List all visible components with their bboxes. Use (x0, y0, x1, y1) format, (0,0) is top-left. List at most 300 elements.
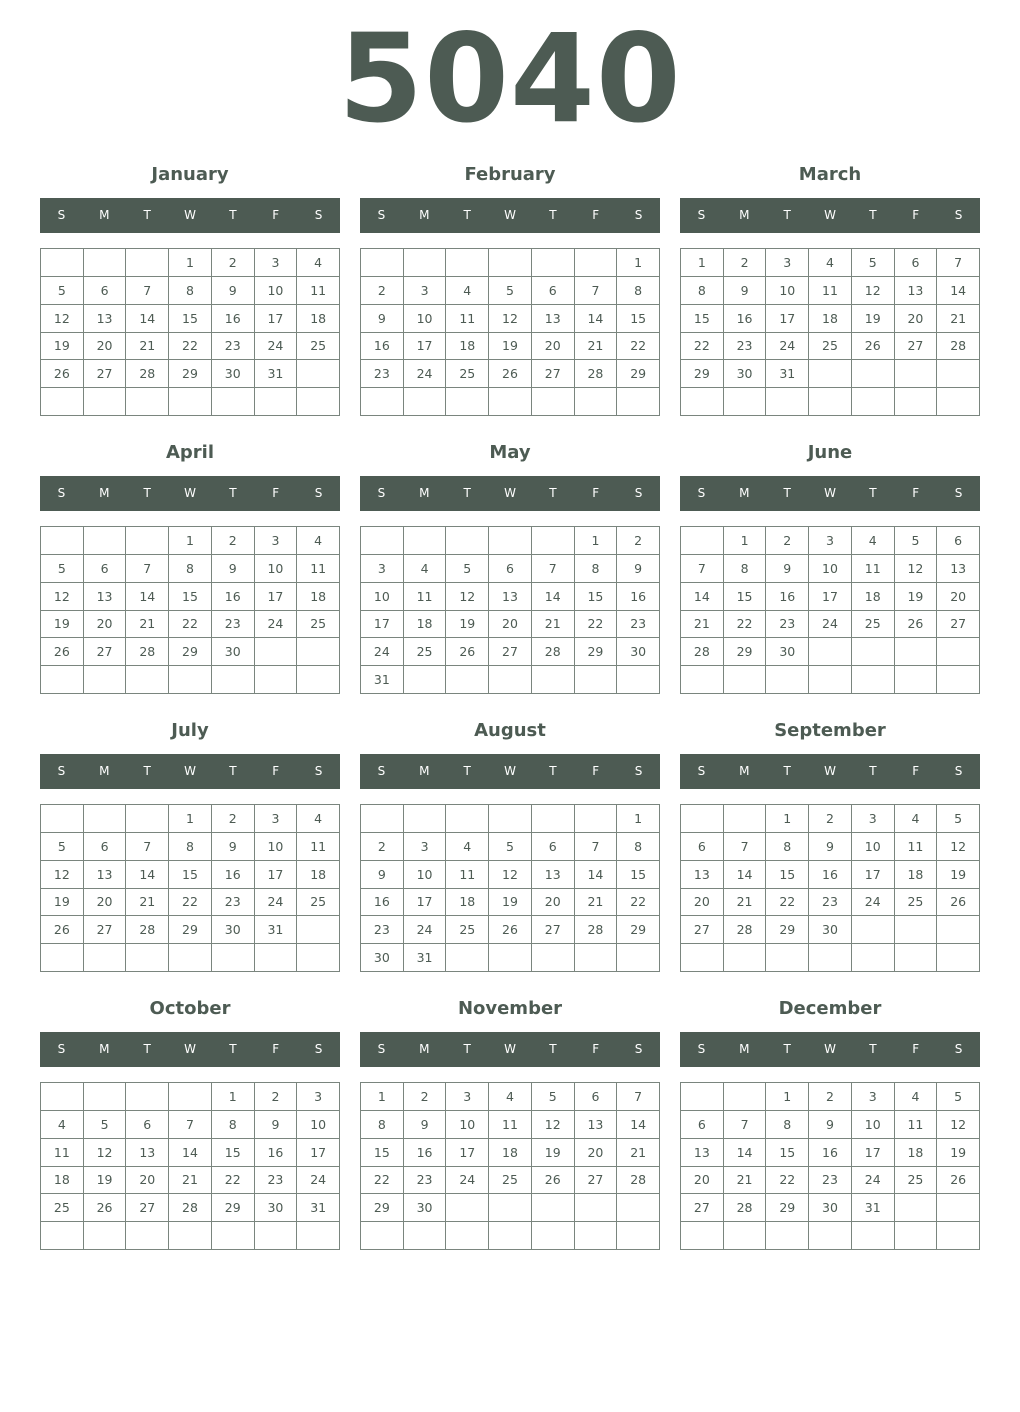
day-cell: 29 (724, 638, 767, 666)
day-cell: 24 (446, 1167, 489, 1195)
day-cell: 28 (724, 1194, 767, 1222)
weekday-label: S (57, 764, 66, 778)
day-cell: 10 (766, 277, 809, 305)
month-name: December (778, 998, 882, 1019)
day-cell: 12 (41, 583, 84, 611)
day-cell: 3 (361, 555, 404, 583)
day-cell: 3 (404, 833, 447, 861)
day-cell: 10 (361, 583, 404, 611)
day-cell: 1 (617, 249, 660, 277)
weekday-label: T (783, 1042, 791, 1056)
day-cell: 22 (617, 889, 660, 917)
day-cell: 1 (361, 1083, 404, 1111)
day-cell: 7 (126, 833, 169, 861)
day-cell: 9 (809, 1111, 852, 1139)
day-cell: 22 (169, 333, 212, 361)
day-cell: 1 (169, 805, 212, 833)
day-cell: 1 (766, 805, 809, 833)
day-cell: 16 (361, 333, 404, 361)
day-cell: 22 (724, 611, 767, 639)
day-cell: 26 (532, 1167, 575, 1195)
weekday-header (40, 476, 340, 511)
day-cell: 31 (852, 1194, 895, 1222)
day-cell: 25 (446, 916, 489, 944)
day-cell: 23 (361, 916, 404, 944)
weekday-label: W (184, 486, 196, 500)
empty-day-cell (297, 944, 340, 972)
weekday-label: T (869, 1042, 877, 1056)
empty-day-cell (169, 388, 212, 416)
weekday-label: S (954, 764, 963, 778)
empty-day-cell (617, 1194, 660, 1222)
day-cell: 7 (532, 555, 575, 583)
day-cell: 7 (937, 249, 980, 277)
weekday-header (680, 754, 980, 789)
day-cell: 7 (126, 555, 169, 583)
day-cell: 25 (41, 1194, 84, 1222)
day-cell: 13 (84, 583, 127, 611)
weekday-label: W (824, 208, 836, 222)
empty-day-cell (404, 805, 447, 833)
day-cell: 17 (361, 611, 404, 639)
weekday-label: W (184, 208, 196, 222)
day-cell: 18 (489, 1139, 532, 1167)
day-cell: 13 (489, 583, 532, 611)
day-cell: 7 (169, 1111, 212, 1139)
weekday-label: T (143, 486, 151, 500)
month-name: July (171, 720, 209, 741)
day-cell: 27 (532, 360, 575, 388)
day-cell: 16 (809, 1139, 852, 1167)
empty-day-cell (766, 944, 809, 972)
day-cell: 17 (255, 305, 298, 333)
weekday-header (360, 198, 660, 233)
day-cell: 8 (617, 833, 660, 861)
empty-day-cell (724, 944, 767, 972)
weekday-label: S (314, 764, 323, 778)
weekday-label: T (549, 208, 557, 222)
day-cell: 10 (255, 277, 298, 305)
day-cell: 20 (681, 889, 724, 917)
weekday-header (680, 198, 980, 233)
day-cell: 15 (766, 1139, 809, 1167)
day-cell: 12 (532, 1111, 575, 1139)
day-cell: 29 (169, 638, 212, 666)
empty-day-cell (489, 527, 532, 555)
day-cell: 15 (212, 1139, 255, 1167)
empty-day-cell (895, 916, 938, 944)
day-cell: 7 (724, 833, 767, 861)
day-cell: 22 (617, 333, 660, 361)
day-cell: 29 (766, 1194, 809, 1222)
empty-day-cell (255, 666, 298, 694)
empty-day-cell (575, 944, 618, 972)
empty-day-cell (617, 1222, 660, 1250)
weekday-label: M (419, 764, 430, 778)
day-cell: 23 (809, 1167, 852, 1195)
day-cell: 9 (212, 555, 255, 583)
month-name: August (474, 720, 546, 741)
weekday-label: W (184, 1042, 196, 1056)
day-cell: 15 (361, 1139, 404, 1167)
day-cell: 8 (575, 555, 618, 583)
day-cell: 30 (212, 360, 255, 388)
weekday-label: S (634, 486, 643, 500)
day-cell: 21 (724, 1167, 767, 1195)
day-cell: 1 (766, 1083, 809, 1111)
empty-day-cell (297, 666, 340, 694)
empty-day-cell (169, 1083, 212, 1111)
month-name: September (774, 720, 886, 741)
day-cell: 20 (84, 611, 127, 639)
empty-day-cell (126, 944, 169, 972)
day-cell: 17 (446, 1139, 489, 1167)
empty-day-cell (297, 388, 340, 416)
empty-day-cell (681, 388, 724, 416)
day-cell: 10 (852, 1111, 895, 1139)
empty-day-cell (681, 944, 724, 972)
weekday-label: W (824, 1042, 836, 1056)
weekday-label: T (869, 208, 877, 222)
day-cell: 28 (126, 360, 169, 388)
weekday-label: S (634, 1042, 643, 1056)
empty-day-cell (937, 388, 980, 416)
day-cell: 2 (724, 249, 767, 277)
empty-day-cell (41, 527, 84, 555)
day-cell: 12 (937, 1111, 980, 1139)
day-cell: 24 (852, 1167, 895, 1195)
day-cell: 9 (212, 277, 255, 305)
empty-day-cell (489, 1194, 532, 1222)
weekday-label: F (592, 1042, 600, 1056)
empty-day-cell (255, 944, 298, 972)
day-cell: 26 (84, 1194, 127, 1222)
day-cell: 13 (895, 277, 938, 305)
empty-day-cell (297, 638, 340, 666)
empty-day-cell (809, 360, 852, 388)
weekday-label: T (783, 764, 791, 778)
day-cell: 8 (724, 555, 767, 583)
day-cell: 25 (404, 638, 447, 666)
empty-day-cell (617, 944, 660, 972)
day-cell: 26 (41, 638, 84, 666)
weekday-label: T (463, 208, 471, 222)
day-cell: 22 (212, 1167, 255, 1195)
empty-day-cell (809, 1222, 852, 1250)
empty-day-cell (575, 1222, 618, 1250)
empty-day-cell (255, 1222, 298, 1250)
empty-day-cell (404, 1222, 447, 1250)
day-cell: 4 (895, 1083, 938, 1111)
day-cell: 30 (766, 638, 809, 666)
day-cell: 10 (809, 555, 852, 583)
day-grid (40, 248, 340, 416)
day-cell: 21 (617, 1139, 660, 1167)
day-cell: 4 (895, 805, 938, 833)
day-cell: 14 (575, 861, 618, 889)
day-cell: 6 (126, 1111, 169, 1139)
day-cell: 27 (575, 1167, 618, 1195)
day-grid (40, 1082, 340, 1250)
weekday-label: T (143, 208, 151, 222)
day-cell: 13 (681, 861, 724, 889)
day-cell: 5 (852, 249, 895, 277)
weekday-header (680, 476, 980, 511)
day-cell: 22 (766, 889, 809, 917)
month-february (360, 164, 660, 426)
day-cell: 11 (895, 1111, 938, 1139)
day-cell: 23 (212, 611, 255, 639)
day-cell: 23 (212, 333, 255, 361)
empty-day-cell (255, 638, 298, 666)
day-cell: 6 (84, 277, 127, 305)
day-cell: 10 (404, 861, 447, 889)
day-cell: 21 (575, 333, 618, 361)
empty-day-cell (84, 1083, 127, 1111)
empty-day-cell (489, 1222, 532, 1250)
empty-day-cell (361, 388, 404, 416)
day-cell: 10 (446, 1111, 489, 1139)
empty-day-cell (361, 249, 404, 277)
day-cell: 26 (446, 638, 489, 666)
weekday-label: T (229, 764, 237, 778)
day-cell: 29 (169, 916, 212, 944)
empty-day-cell (532, 805, 575, 833)
day-cell: 27 (937, 611, 980, 639)
weekday-label: M (99, 486, 110, 500)
weekday-label: M (739, 208, 750, 222)
day-cell: 6 (84, 555, 127, 583)
empty-day-cell (41, 944, 84, 972)
day-cell: 26 (489, 360, 532, 388)
day-cell: 7 (681, 555, 724, 583)
day-cell: 8 (361, 1111, 404, 1139)
day-cell: 9 (404, 1111, 447, 1139)
day-cell: 20 (532, 333, 575, 361)
empty-day-cell (126, 1083, 169, 1111)
day-cell: 7 (575, 277, 618, 305)
day-cell: 26 (41, 360, 84, 388)
empty-day-cell (852, 1222, 895, 1250)
weekday-label: S (697, 486, 706, 500)
day-cell: 21 (126, 333, 169, 361)
weekday-header (360, 476, 660, 511)
weekday-label: S (634, 208, 643, 222)
day-cell: 5 (41, 833, 84, 861)
day-cell: 22 (766, 1167, 809, 1195)
day-cell: 24 (255, 333, 298, 361)
weekday-label: S (954, 1042, 963, 1056)
empty-day-cell (575, 805, 618, 833)
day-cell: 26 (895, 611, 938, 639)
day-cell: 13 (84, 305, 127, 333)
day-cell: 11 (852, 555, 895, 583)
day-cell: 22 (681, 333, 724, 361)
day-cell: 3 (255, 527, 298, 555)
day-cell: 8 (169, 277, 212, 305)
weekday-label: M (419, 486, 430, 500)
day-cell: 2 (255, 1083, 298, 1111)
day-cell: 19 (489, 333, 532, 361)
empty-day-cell (937, 638, 980, 666)
day-cell: 25 (852, 611, 895, 639)
weekday-label: T (463, 486, 471, 500)
empty-day-cell (852, 360, 895, 388)
day-cell: 27 (532, 916, 575, 944)
day-cell: 30 (809, 916, 852, 944)
weekday-label: S (314, 486, 323, 500)
empty-day-cell (489, 666, 532, 694)
day-cell: 20 (937, 583, 980, 611)
day-cell: 27 (681, 1194, 724, 1222)
day-cell: 28 (724, 916, 767, 944)
day-cell: 28 (126, 638, 169, 666)
day-cell: 26 (937, 1167, 980, 1195)
day-cell: 26 (852, 333, 895, 361)
weekday-label: T (143, 764, 151, 778)
month-july (40, 720, 340, 982)
day-cell: 3 (404, 277, 447, 305)
empty-day-cell (126, 249, 169, 277)
day-cell: 4 (809, 249, 852, 277)
day-cell: 30 (617, 638, 660, 666)
day-cell: 5 (446, 555, 489, 583)
empty-day-cell (809, 666, 852, 694)
day-cell: 6 (84, 833, 127, 861)
empty-day-cell (937, 666, 980, 694)
day-cell: 17 (404, 889, 447, 917)
empty-day-cell (681, 527, 724, 555)
empty-day-cell (446, 666, 489, 694)
day-cell: 17 (852, 861, 895, 889)
day-cell: 18 (852, 583, 895, 611)
day-cell: 29 (212, 1194, 255, 1222)
day-cell: 18 (41, 1167, 84, 1195)
empty-day-cell (404, 527, 447, 555)
empty-day-cell (617, 666, 660, 694)
empty-day-cell (724, 1222, 767, 1250)
day-cell: 19 (84, 1167, 127, 1195)
day-cell: 24 (404, 360, 447, 388)
weekday-label: S (314, 1042, 323, 1056)
day-cell: 9 (255, 1111, 298, 1139)
day-cell: 12 (446, 583, 489, 611)
day-cell: 16 (361, 889, 404, 917)
empty-day-cell (297, 360, 340, 388)
empty-day-cell (41, 805, 84, 833)
day-cell: 2 (766, 527, 809, 555)
weekday-label: W (504, 486, 516, 500)
weekday-label: S (377, 486, 386, 500)
empty-day-cell (575, 249, 618, 277)
day-cell: 20 (126, 1167, 169, 1195)
day-cell: 27 (84, 360, 127, 388)
empty-day-cell (895, 944, 938, 972)
day-cell: 3 (766, 249, 809, 277)
day-cell: 6 (937, 527, 980, 555)
empty-day-cell (212, 1222, 255, 1250)
day-cell: 8 (617, 277, 660, 305)
day-cell: 21 (169, 1167, 212, 1195)
day-cell: 17 (766, 305, 809, 333)
day-grid (360, 526, 660, 694)
day-cell: 24 (361, 638, 404, 666)
empty-day-cell (212, 666, 255, 694)
weekday-label: W (504, 208, 516, 222)
weekday-label: T (229, 1042, 237, 1056)
day-cell: 29 (361, 1194, 404, 1222)
empty-day-cell (255, 388, 298, 416)
empty-day-cell (532, 944, 575, 972)
day-cell: 18 (297, 583, 340, 611)
day-cell: 25 (489, 1167, 532, 1195)
weekday-label: F (272, 486, 280, 500)
day-cell: 11 (41, 1139, 84, 1167)
empty-day-cell (446, 249, 489, 277)
day-cell: 8 (766, 833, 809, 861)
weekday-label: F (592, 764, 600, 778)
month-may (360, 442, 660, 704)
empty-day-cell (489, 388, 532, 416)
empty-day-cell (766, 666, 809, 694)
day-cell: 10 (297, 1111, 340, 1139)
day-cell: 19 (446, 611, 489, 639)
empty-day-cell (895, 638, 938, 666)
day-cell: 2 (617, 527, 660, 555)
day-cell: 14 (126, 305, 169, 333)
day-cell: 4 (404, 555, 447, 583)
weekday-label: S (377, 1042, 386, 1056)
empty-day-cell (809, 638, 852, 666)
empty-day-cell (41, 1222, 84, 1250)
empty-day-cell (404, 666, 447, 694)
day-cell: 19 (41, 333, 84, 361)
empty-day-cell (446, 527, 489, 555)
day-cell: 8 (766, 1111, 809, 1139)
day-cell: 3 (809, 527, 852, 555)
month-june (680, 442, 980, 704)
day-cell: 25 (809, 333, 852, 361)
day-cell: 15 (724, 583, 767, 611)
day-cell: 4 (489, 1083, 532, 1111)
day-grid (360, 1082, 660, 1250)
empty-day-cell (724, 666, 767, 694)
weekday-label: F (912, 1042, 920, 1056)
day-cell: 2 (809, 1083, 852, 1111)
weekday-label: F (912, 764, 920, 778)
empty-day-cell (361, 527, 404, 555)
empty-day-cell (297, 916, 340, 944)
day-cell: 22 (169, 889, 212, 917)
weekday-label: T (229, 208, 237, 222)
month-november (360, 998, 660, 1260)
day-cell: 25 (297, 333, 340, 361)
day-cell: 15 (766, 861, 809, 889)
day-grid (680, 248, 980, 416)
day-cell: 23 (404, 1167, 447, 1195)
day-cell: 30 (212, 916, 255, 944)
day-cell: 24 (255, 611, 298, 639)
day-grid (40, 526, 340, 694)
day-cell: 29 (766, 916, 809, 944)
weekday-label: S (697, 208, 706, 222)
empty-day-cell (575, 388, 618, 416)
empty-day-cell (809, 944, 852, 972)
empty-day-cell (489, 944, 532, 972)
day-cell: 20 (489, 611, 532, 639)
day-cell: 28 (169, 1194, 212, 1222)
weekday-header (680, 1032, 980, 1067)
